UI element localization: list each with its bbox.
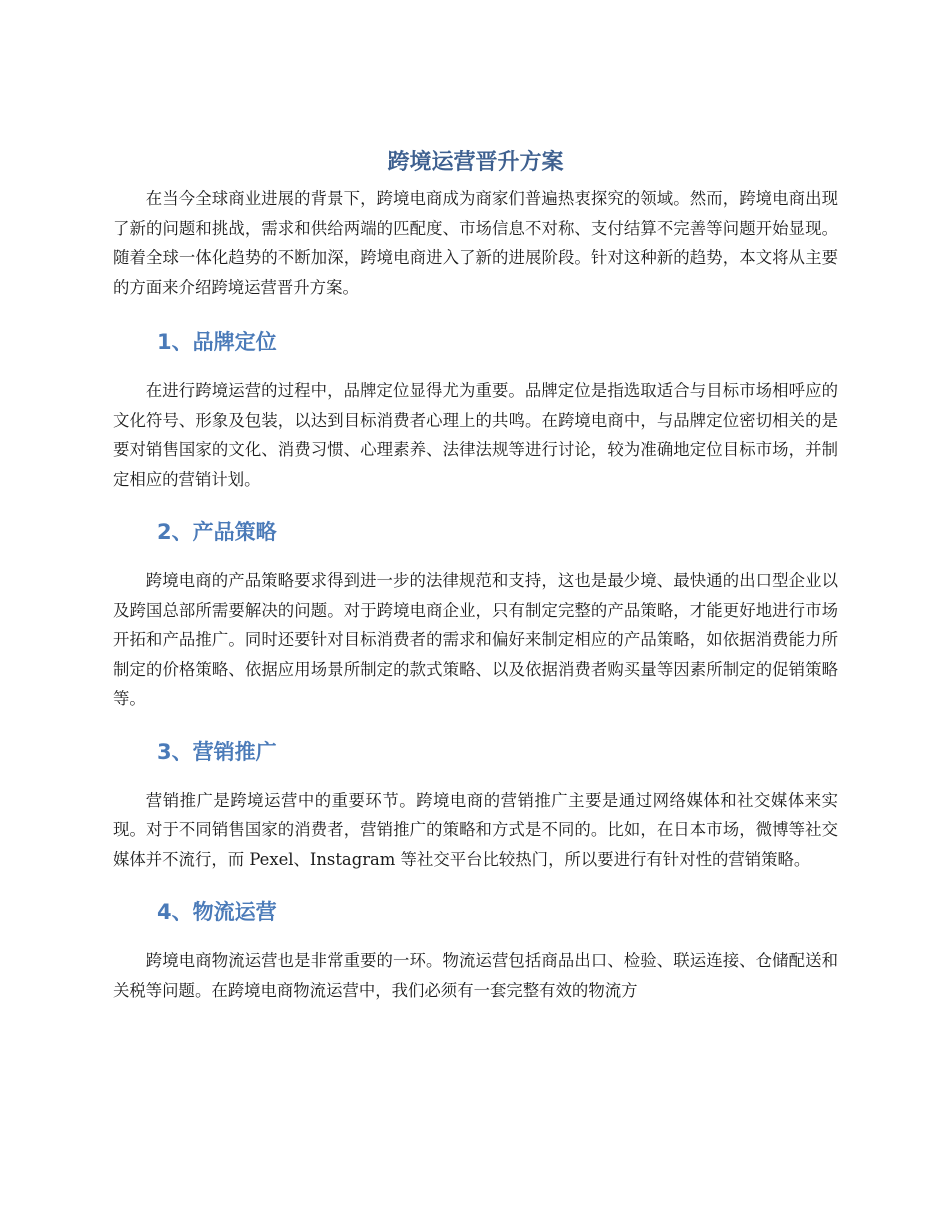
document-title: 跨境运营晋升方案 — [387, 150, 564, 175]
section-body-logistics-operation: 跨境电商物流运营也是非常重要的一环。物流运营包括商品出口、检验、联运连接、仓储配送和关税等问题。在跨境电商物流运营中，我们必须有一套完整有效的物流方 — [113, 951, 838, 1000]
section-body-product-strategy: 跨境电商的产品策略要求得到进一步的法律规范和支持，这也是最少境、最快通的出口型企业以及跨国总部所需要解决的问题。对于跨境电商企业，只有制定完整的产品策略，才能更好地进行市场开拓和产品推广。同时还要针对目标消费者的需求和偏好来制定相应的产品策略，如依据消费能力所制定的价格策略、依据应用场景所制定的款式策略、以及依据消费者购买量等因素所制定的促销策略等。 — [113, 571, 838, 708]
section-body-marketing-promotion: 营销推广是跨境运营中的重要环节。跨境电商的营销推广主要是通过网络媒体和社交媒体来实现。对于不同销售国家的消费者，营销推广的策略和方式是不同的。比如，在日本市场，微博等社交媒体并不流行，而 Pexel、Instagram 等社交平台比较热门，所以要进行有针对性的营销策略。 — [113, 790, 838, 869]
intro-paragraph: 在当今全球商业进展的背景下，跨境电商成为商家们普遍热衷探究的领域。然而，跨境电商出现了新的问题和挑战，需求和供给两端的匹配度、市场信息不对称、支付结算不完善等问题开始显现。随着全球一体化趋势的不断加深，跨境电商进入了新的进展阶段。针对这种新的趋势，本文将从主要的方面来介绍跨境运营晋升方案。 — [113, 189, 838, 297]
section-heading-logistics-operation: 4、物流运营 — [157, 900, 277, 924]
section-heading-product-strategy: 2、产品策略 — [157, 520, 277, 544]
section-heading-marketing-promotion: 3、营销推广 — [157, 739, 277, 764]
section-heading-brand-positioning: 1、品牌定位 — [157, 330, 277, 354]
document-body — [113, 146, 838, 1005]
section-body-brand-positioning: 在进行跨境运营的过程中，品牌定位显得尤为重要。品牌定位是指选取适合与目标市场相呼应的文化符号、形象及包装，以达到目标消费者心理上的共鸣。在跨境电商中，与品牌定位密切相关的是要对销售国家的文化、消费习惯、心理素养、法律法规等进行讨论，较为准确地定位目标市场，并制定相应的营销计划。 — [113, 381, 838, 489]
